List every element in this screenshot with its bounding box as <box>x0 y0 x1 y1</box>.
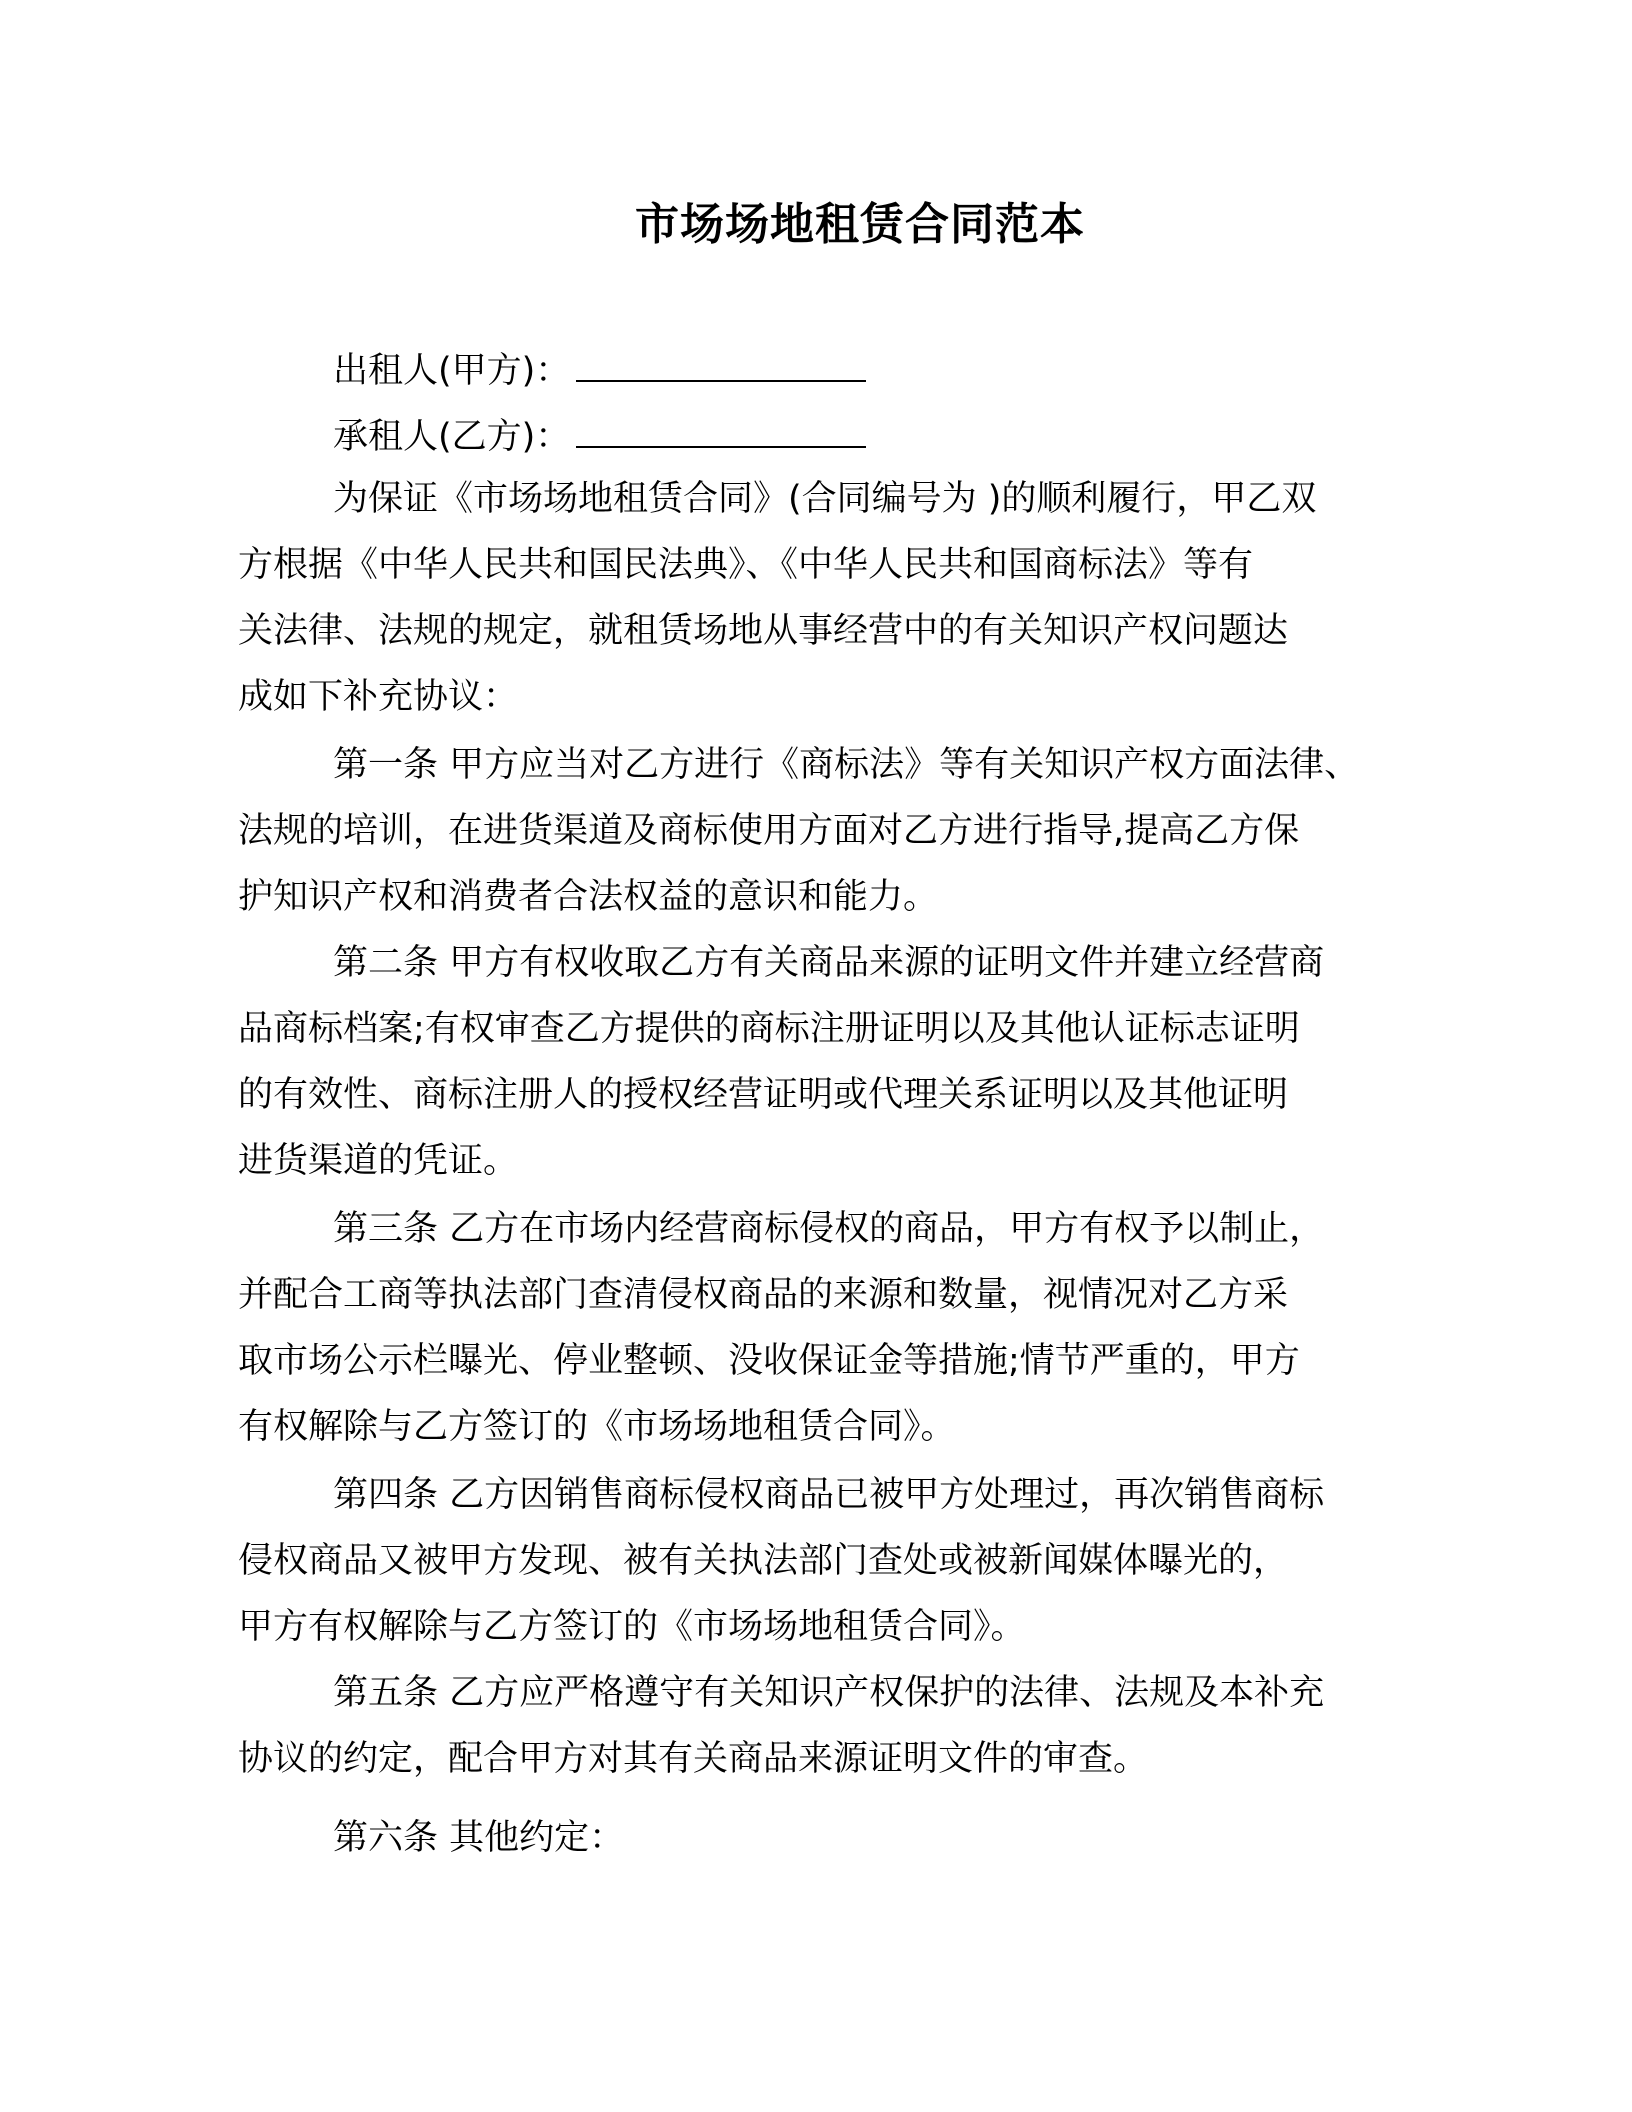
party-a-row <box>333 346 866 396</box>
party-b-label: 承租人(乙方)： <box>333 417 571 457</box>
article-line: 进货渠道的凭证。 <box>238 1141 519 1181</box>
article-line: 取市场公示栏曝光、停业整顿、没收保证金等措施;情节严重的，甲方 <box>238 1341 1300 1381</box>
party-b-row <box>333 412 866 462</box>
party-b-blank <box>576 424 866 448</box>
intro-line: 成如下补充协议： <box>238 677 519 717</box>
article-line: 品商标档案;有权审查乙方提供的商标注册证明以及其他认证标志证明 <box>238 1009 1300 1049</box>
intro-line: 方根据《中华人民共和国民法典》、《中华人民共和国商标法》等有 <box>238 545 1254 585</box>
article-line: 第四条 乙方因销售商标侵权商品已被甲方处理过，再次销售商标 <box>333 1475 1325 1515</box>
article-4 <box>238 1462 1324 1660</box>
article-line: 协议的约定，配合甲方对其有关商品来源证明文件的审查。 <box>238 1739 1149 1779</box>
article-line: 有权解除与乙方签订的《市场场地租赁合同》。 <box>238 1407 956 1447</box>
intro-line: 为保证《市场场地租赁合同》(合同编号为 )的顺利履行，甲乙双 <box>333 479 1317 519</box>
article-line: 第二条 甲方有权收取乙方有关商品来源的证明文件并建立经营商 <box>333 943 1325 983</box>
article-2 <box>238 930 1324 1194</box>
article-line: 第一条 甲方应当对乙方进行《商标法》等有关知识产权方面法律、 <box>333 745 1360 785</box>
article-6 <box>238 1805 624 1871</box>
article-line: 甲方有权解除与乙方签订的《市场场地租赁合同》。 <box>238 1607 1026 1647</box>
article-line: 侵权商品又被甲方发现、被有关执法部门查处或被新闻媒体曝光的， <box>238 1541 1289 1581</box>
article-line: 并配合工商等执法部门查清侵权商品的来源和数量，视情况对乙方采 <box>238 1275 1289 1315</box>
document-title: 市场场地租赁合同范本 <box>635 199 1085 250</box>
article-line: 法规的培训，在进货渠道及商标使用方面对乙方进行指导,提高乙方保 <box>238 811 1300 851</box>
article-1 <box>238 732 1359 930</box>
article-5 <box>238 1660 1324 1792</box>
article-line: 护知识产权和消费者合法权益的意识和能力。 <box>238 877 939 917</box>
party-a-label: 出租人(甲方)： <box>333 351 571 391</box>
intro-line: 关法律、法规的规定，就租赁场地从事经营中的有关知识产权问题达 <box>238 611 1289 651</box>
party-a-blank <box>576 358 866 382</box>
article-3 <box>238 1196 1324 1460</box>
intro-paragraph <box>238 466 1316 730</box>
article-line: 第六条 其他约定： <box>333 1818 625 1858</box>
article-line: 第三条 乙方在市场内经营商标侵权的商品，甲方有权予以制止， <box>333 1209 1325 1249</box>
article-line: 的有效性、商标注册人的授权经营证明或代理关系证明以及其他证明 <box>238 1075 1289 1115</box>
article-line: 第五条 乙方应严格遵守有关知识产权保护的法律、法规及本补充 <box>333 1673 1325 1713</box>
